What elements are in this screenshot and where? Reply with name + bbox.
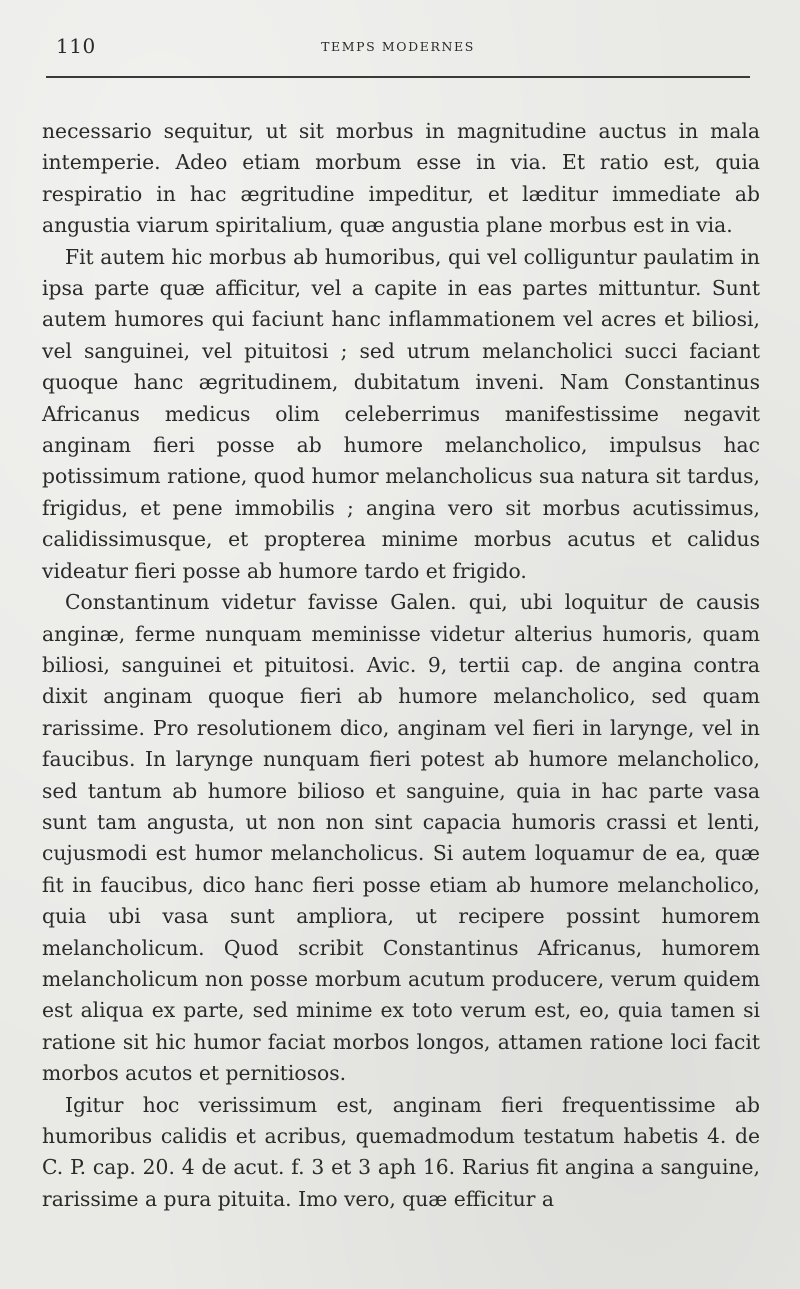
paragraph: Fit autem hic morbus ab humoribus, qui vel colliguntur paulatim in ipsa parte quæ afficitur, vel a capite in eas partes mittuntur. Sunt autem humores qui faciunt hanc inflammationem vel acres et biliosi, vel sanguinei, vel pituitosi ; sed utrum melancholici succi faciant quoque hanc ægritudinem, dubitatum inveni. Nam Constantinus Africanus medicus olim celeberrimus manifestissime negavit anginam fieri posse ab humore melancholico, impulsus hac potissimum ratione, quod humor melancholicus sua natura sit tardus, frigidus, et pene immobilis ; angina vero sit morbus acutissimus, calidissimusque, et propterea minime morbus acutus et calidus videatur fieri posse ab humore tardo et frigido.	[42, 244, 760, 583]
running-title: TEMPS MODERNES	[321, 39, 475, 54]
paragraph: Igitur hoc verissimum est, anginam fieri frequentissime ab humoribus calidis et acribus, quemadmodum testatum habetis 4. de C. P. cap. 20. 4 de acut. f. 3 et 3 aph 16. Rarius fit angina a sanguine, rarissime a pura pituita. Imo vero, quæ efficitur a	[42, 1092, 760, 1211]
header-rule	[46, 76, 750, 78]
body-text	[42, 116, 760, 1215]
page-header	[46, 34, 750, 64]
page-number: 110	[56, 34, 96, 58]
paragraph: Constantinum videtur favisse Galen. qui, ubi loquitur de causis anginæ, ferme nunquam meminisse videtur alterius humoris, quam biliosi, sanguinei et pituitosi. Avic. 9, tertii cap. de angina contra dixit anginam quoque fieri ab humore melancholico, sed quam rarissime. Pro resolutionem dico, anginam vel fieri in larynge, vel in faucibus. In larynge nunquam fieri potest ab humore melancholico, sed tantum ab humore bilioso et sanguine, quia in hac parte vasa sunt tam angusta, ut non non sint capacia humoris crassi et lenti, cujusmodi est humor melancholicus. Si autem loquamur de ea, quæ fit in faucibus, dico hanc fieri posse etiam ab humore melancholico, quia ubi vasa sunt ampliora, ut recipere possint humorem melancholicum. Quod scribit Constantinus Africanus, humorem melancholicum non posse morbum acutum producere, verum quidem est aliqua ex parte, sed minime ex toto verum est, eo, quia tamen si ratione sit hic humor faciat morbos longos, attamen ratione loci facit morbos acutos et pernitiosos.	[42, 590, 760, 1086]
paragraph-continuation: necessario sequitur, ut sit morbus in magnitudine auctus in mala intemperie. Adeo etiam morbum esse in via. Et ratio est, quia respiratio in hac ægritudine impeditur, et læditur immediate ab angustia viarum spiritalium, quæ angustia plane morbus est in via.	[42, 119, 760, 238]
